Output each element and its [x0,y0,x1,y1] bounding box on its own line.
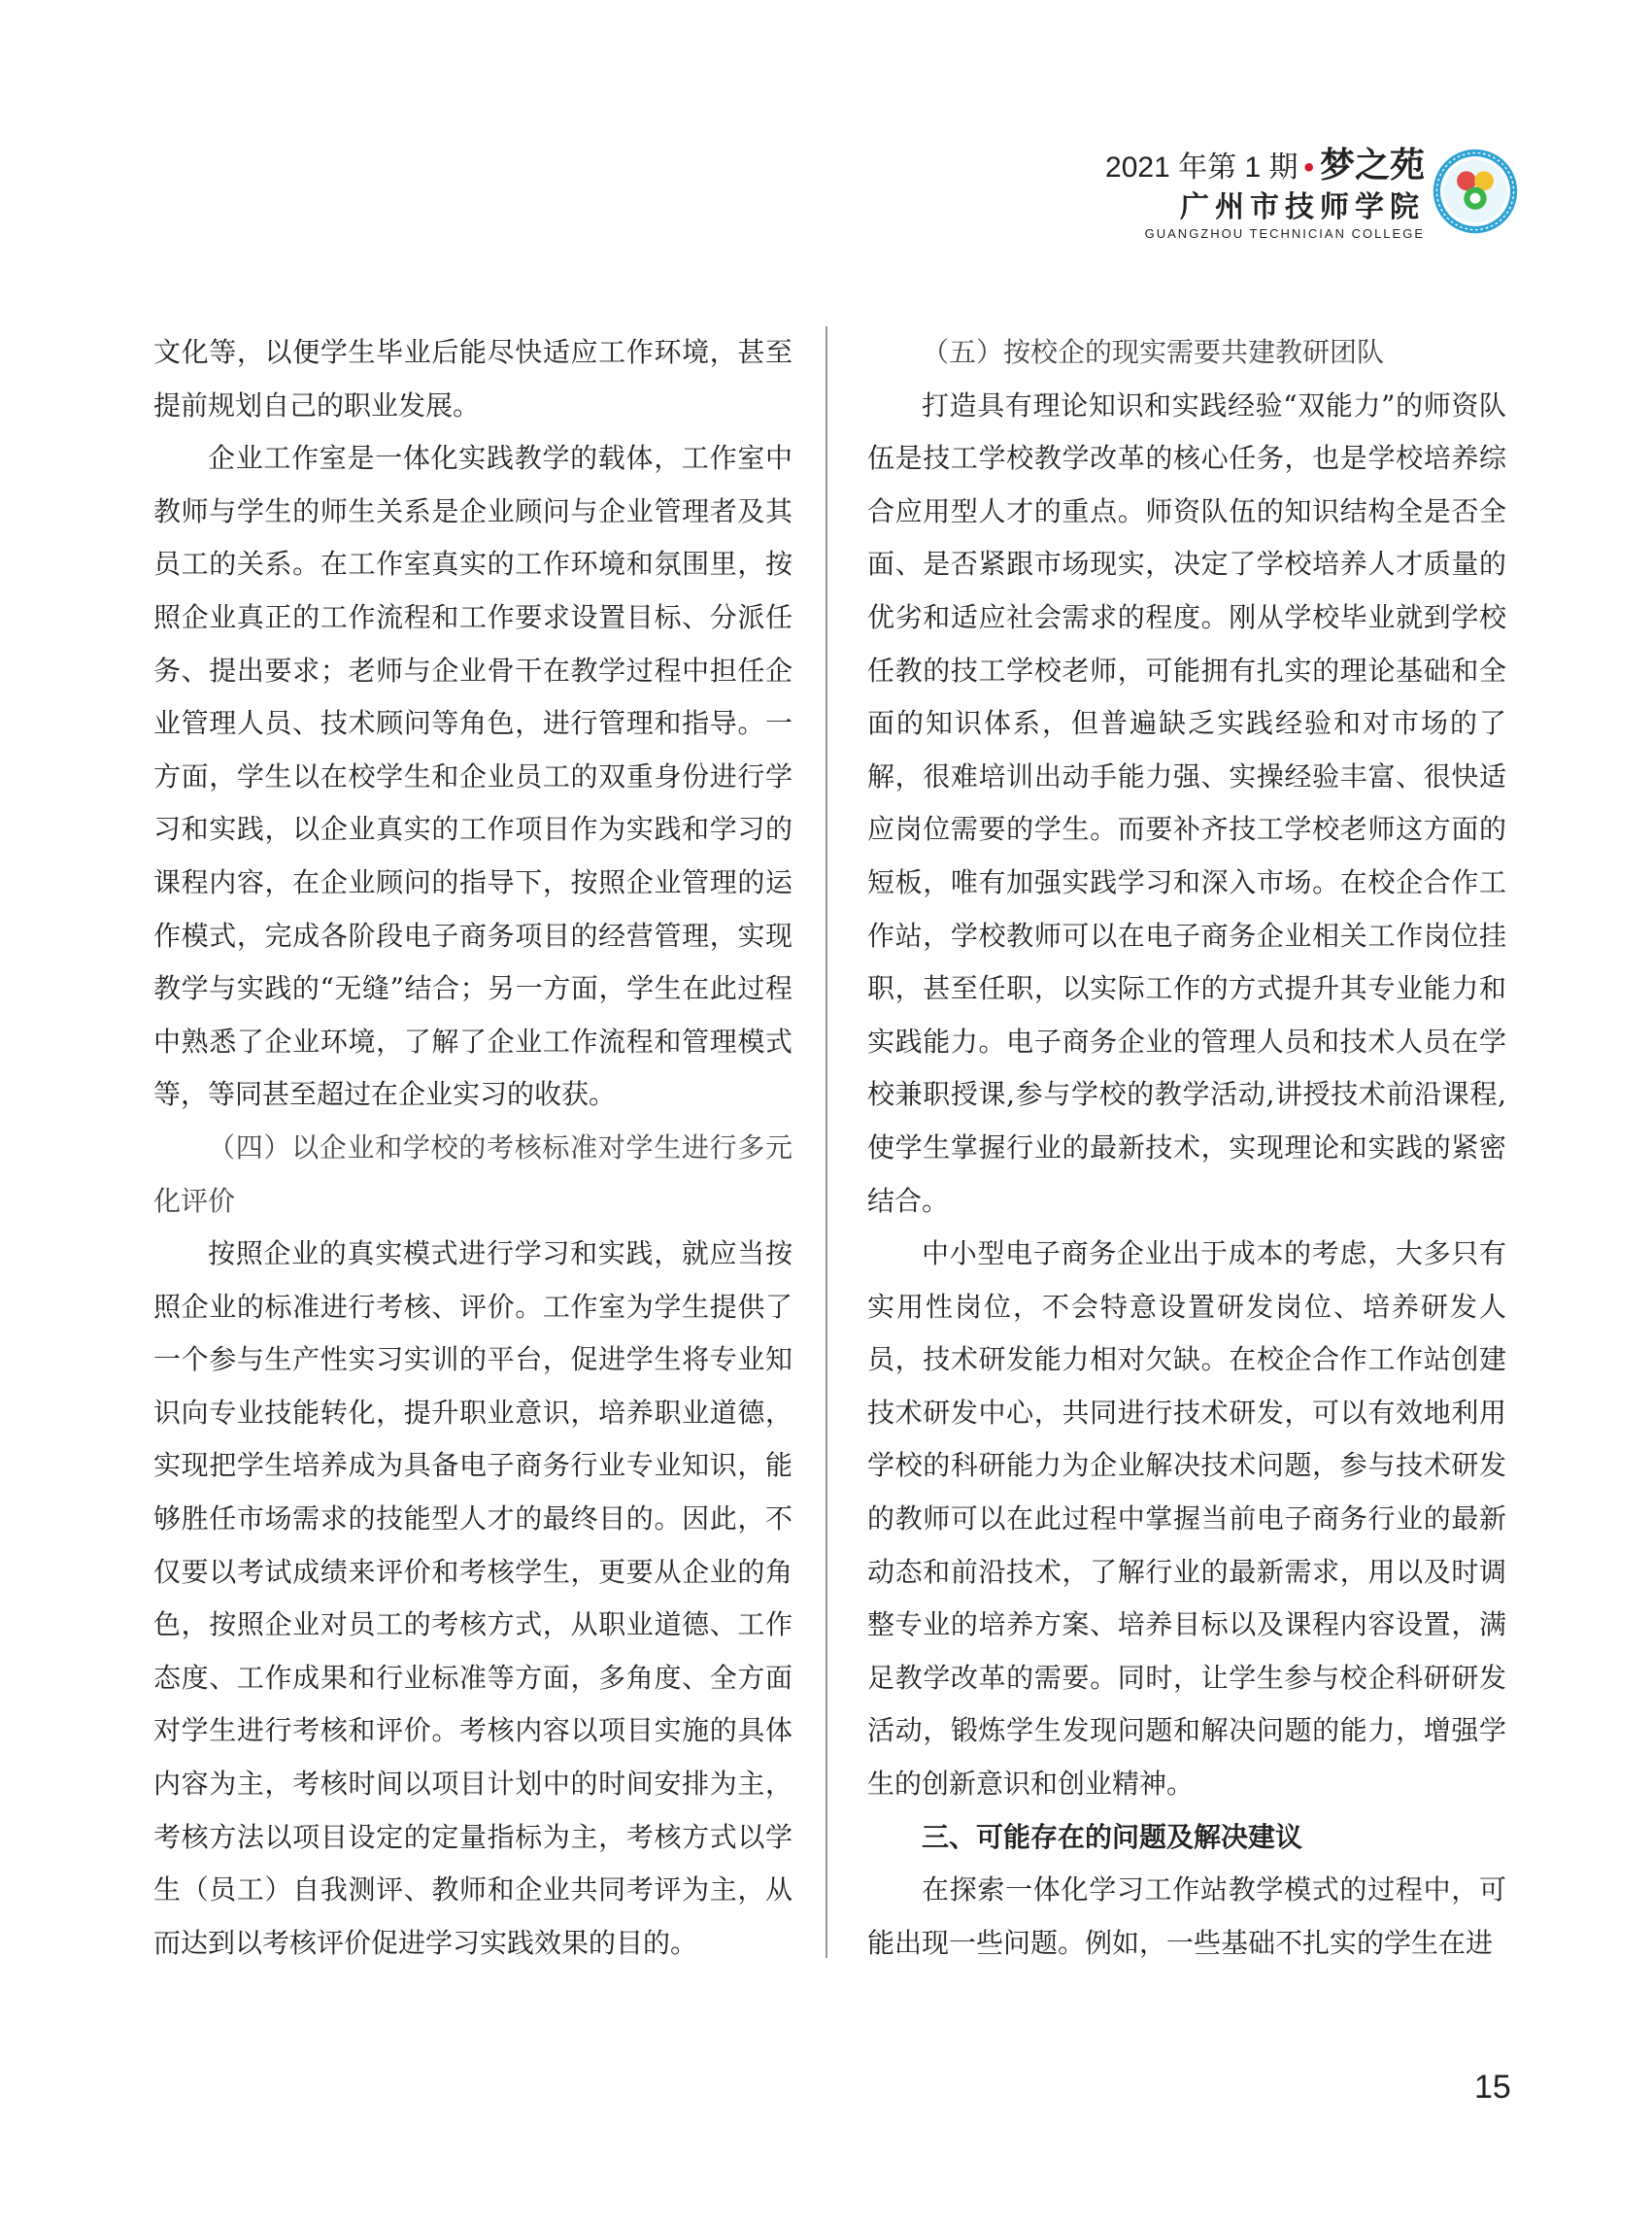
school-name-en: GUANGZHOU TECHNICIAN COLLEGE [1144,226,1425,241]
left-paragraph-2: 企业工作室是一体化实践教学的载体，工作室中教师与学生的师生关系是企业顾问与企业管理者及其员工的关系。在工作室真实的工作环境和氛围里，按照企业真正的工作流程和工作要求设置目标、分派任务、提出要求；老师与企业骨干在教学过程中担任企业管理人员、技术顾问等角色，进行管理和指导。一方面，学生以在校学生和企业员工的双重身份进行学习和实践，以企业真实的工作项目作为实践和学习的课程内容，在企业顾问的指导下，按照企业管理的运作模式，完成各阶段电子商务项目的经营管理，实现教学与实践的“无缝”结合；另一方面，学生在此过程中熟悉了企业环境，了解了企业工作流程和管理模式等，等同甚至超过在企业实习的收获。 [153,442,792,1111]
right-paragraph-2: 中小型电子商务企业出于成本的考虑，大多只有实用性岗位，不会特意设置研发岗位、培养研发人员，技术研发能力相对欠缺。在校企合作工作站创建技术研发中心，共同进行技术研发，可以有效地利用学校的科研能力为企业解决技术问题，参与技术研发的教师可以在此过程中掌握当前电子商务行业的最新动态和前沿技术，了解行业的最新需求，用以及时调整专业的培养方案、培养目标以及课程内容设置，满足教学改革的需要。同时，让学生参与校企科研研发活动，锻炼学生发现问题和解决问题的能力，增强学生的创新意识和创业精神。 [867,1237,1506,1801]
issue-label: 2021 年第 1 期 [1105,152,1298,184]
left-column [153,326,792,1970]
journal-brand: 梦之苑 [1319,145,1425,185]
issue-line [1105,146,1425,187]
column-divider [826,326,827,1958]
subsection-heading-5: （五）按校企的现实需要共建教研团队 [922,336,1385,368]
page-number: 15 [1474,2069,1511,2106]
subsection-heading-4: （四）以企业和学校的考核标准对学生进行多元化评价 [153,1130,792,1217]
separator-dot: • [1303,152,1314,184]
right-column [867,326,1506,1970]
right-paragraph-1: 打造具有理论知识和实践经验“双能力”的师资队伍是技工学校教学改革的核心任务，也是学校培养综合应用型人才的重点。师资队伍的知识结构全是否全面、是否紧跟市场现实，决定了学校培养人才质量的优劣和适应社会需求的程度。刚从学校毕业就到学校任教的技工学校老师，可能拥有扎实的理论基础和全面的知识体系，但普遍缺乏实践经验和对市场的了解，很难培训出动手能力强、实操经验丰富、很快适应岗位需要的学生。而要补齐技工学校老师这方面的短板，唯有加强实践学习和深入市场。在校企合作工作站，学校教师可以在电子商务企业相关工作岗位挂职，甚至任职，以实际工作的方式提升其专业能力和实践能力。电子商务企业的管理人员和技术人员在学校兼职授课,参与学校的教学活动,讲授技术前沿课程,使学生掌握行业的最新技术，实现理论和实践的紧密结合。 [867,388,1506,1217]
right-paragraph-3: 在探索一体化学习工作站教学模式的过程中，可能出现一些问题。例如，一些基础不扎实的学生在进 [867,1873,1506,1959]
left-paragraph-3: 按照企业的真实模式进行学习和实践，就应当按照企业的标准进行考核、评价。工作室为学生提供了一个参与生产性实习实训的平台，促进学生将专业知识向专业技能转化，提升职业意识，培养职业道德，实现把学生培养成为具备电子商务行业专业知识，能够胜任市场需求的技能型人才的最终目的。因此，不仅要以考试成绩来评价和考核学生，更要从企业的角色，按照企业对员工的考核方式，从职业道德、工作态度、工作成果和行业标准等方面，多角度、全方面对学生进行考核和评价。考核内容以项目实施的具体内容为主，考核时间以项目计划中的时间安排为主，考核方法以项目设定的定量指标为主，考核方式以学生（员工）自我测评、教师和企业共同考评为主，从而达到以考核评价促进学习实践效果的目的。 [153,1237,792,1959]
running-header [1105,146,1425,242]
school-logo-icon [1432,148,1519,235]
section-heading-3: 三、可能存在的问题及解决建议 [922,1820,1303,1853]
school-name-cn: 广州市技师学院 [1180,191,1425,223]
left-paragraph-1: 文化等，以便学生毕业后能尽快适应工作环境，甚至提前规划自己的职业发展。 [153,336,792,422]
